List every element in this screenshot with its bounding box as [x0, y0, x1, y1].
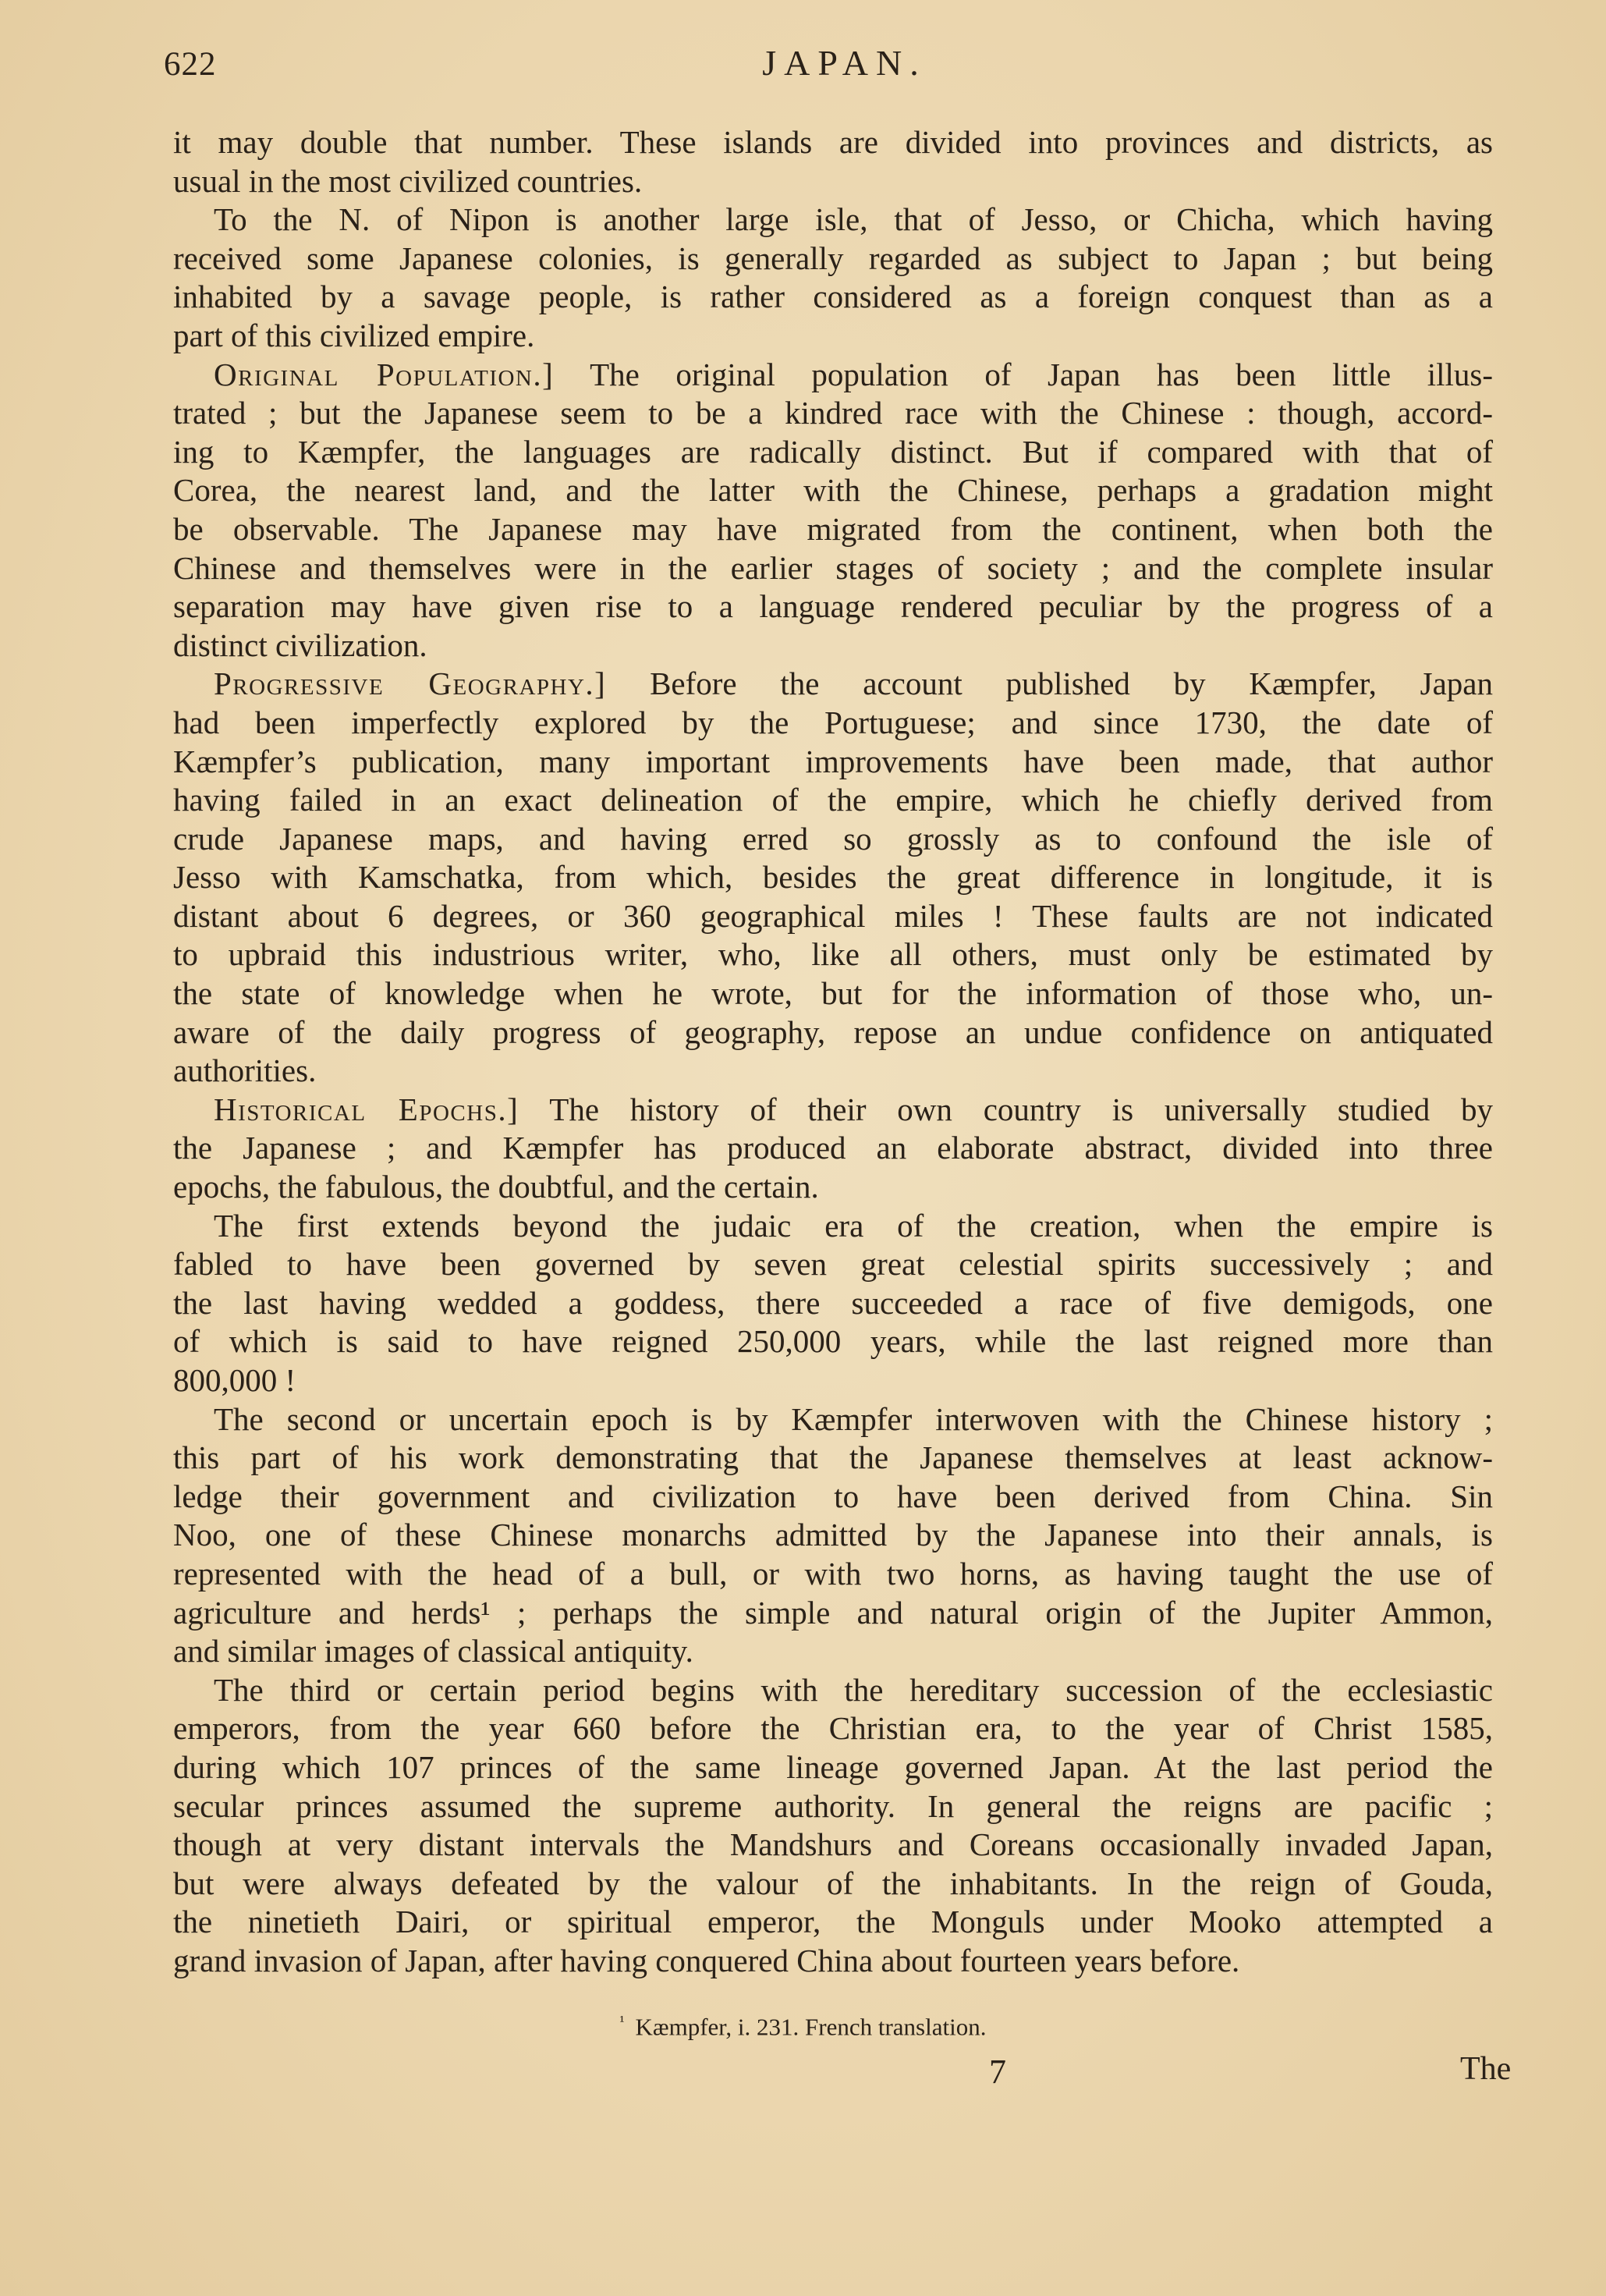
text-line: Jesso with Kamschatka, from which, besides the great difference in longitude, it is: [173, 859, 1493, 896]
text-line: distinct civilization.: [173, 626, 427, 663]
text-line: The third or certain period begins with the hereditary succession of the ecclesiastic: [214, 1671, 1493, 1708]
text-line: but were always defeated by the valour of the inhabitants. In the reign of Gouda,: [173, 1865, 1493, 1901]
section-heading: Progressive Geography.]: [214, 665, 607, 702]
text-line: The first extends beyond the judaic era of the creation, when the empire is: [214, 1207, 1493, 1244]
footnote-marker: ¹: [619, 2013, 625, 2030]
text-line: received some Japanese colonies, is generally regarded as subject to Japan ; but being: [173, 240, 1493, 276]
text-line: authorities.: [173, 1052, 317, 1089]
text-line: to upbraid this industrious writer, who, like all others, must only be estimated by: [173, 936, 1493, 973]
text-line: trated ; but the Japanese seem to be a kindred race with the Chinese : though, accord-: [173, 395, 1493, 431]
text-line: To the N. of Nipon is another large isle, that of Jesso, or Chicha, which having: [214, 201, 1493, 238]
text-line: Chinese and themselves were in the earlier stages of society ; and the complete insular: [173, 549, 1493, 586]
catchword: The: [1460, 2051, 1512, 2087]
text-line: The second or uncertain epoch is by Kæmpfer interwoven with the Chinese history ;: [214, 1400, 1493, 1437]
text-line: ing to Kæmpfer, the languages are radically distinct. But if compared with that of: [173, 433, 1493, 470]
footnote: [0, 2013, 1606, 2041]
page-header: [164, 37, 1525, 92]
text-line: usual in the most civilized countries.: [173, 162, 643, 199]
text-line: Corea, the nearest land, and the latter with the Chinese, perhaps a gradation might: [173, 472, 1493, 509]
text-line: though at very distant intervals the Mandshurs and Coreans occasionally invaded Japan,: [173, 1826, 1493, 1863]
text-line: of which is said to have reigned 250,000 years, while the last reigned more than: [173, 1323, 1493, 1360]
signature-mark: 7: [989, 2053, 1006, 2091]
text-line: ledge their government and civilization to have been derived from China. Sin: [173, 1478, 1493, 1514]
text-line: this part of his work demonstrating that the Japanese themselves at least acknow-: [173, 1439, 1493, 1476]
text-line: separation may have given rise to a language rendered peculiar by the progress of a: [173, 588, 1493, 625]
text-line: it may double that number. These islands are divided into provinces and districts, as: [173, 124, 1493, 160]
text-line: agriculture and herds¹ ; perhaps the simple and natural origin of the Jupiter Ammon,: [173, 1594, 1493, 1631]
text-line: fabled to have been governed by seven great celestial spirits successively ; and: [173, 1246, 1493, 1283]
text-line: distant about 6 degrees, or 360 geographical miles ! These faults are not indicated: [173, 897, 1493, 934]
text-line: be observable. The Japanese may have migrated from the continent, when both the: [173, 510, 1493, 547]
text-line: during which 107 princes of the same lineage governed Japan. At the last period the: [173, 1748, 1493, 1785]
text-line: the last having wedded a goddess, there succeeded a race of five demigods, one: [173, 1284, 1493, 1321]
text-line: represented with the head of a bull, or with two horns, as having taught the use of: [173, 1555, 1493, 1592]
text-line: part of this civilized empire.: [173, 317, 535, 353]
text-line: had been imperfectly explored by the Portuguese; and since 1730, the date of: [173, 704, 1493, 740]
text-line: grand invasion of Japan, after having conquered China about fourteen years before.: [173, 1942, 1240, 1978]
page-number: 622: [164, 46, 217, 83]
text-line: inhabited by a savage people, is rather considered as a foreign conquest than as a: [173, 279, 1493, 315]
text-line: Noo, one of these Chinese monarchs admitted by the Japanese into their annals, is: [173, 1517, 1493, 1553]
text-line: having failed in an exact delineation of the empire, which he chiefly derived from: [173, 782, 1493, 818]
footnote-text: Kæmpfer, i. 231. French translation.: [635, 2013, 987, 2041]
text-line: the Japanese ; and Kæmpfer has produced an elaborate abstract, divided into three: [173, 1130, 1493, 1166]
section-heading-line: Original Population.] The original population of Japan has been little illus-: [214, 356, 1494, 392]
text-line: 800,000 !: [173, 1362, 296, 1398]
section-heading-line: Progressive Geography.] Before the account published by Kæmpfer, Japan: [214, 665, 1493, 702]
text-line: epochs, the fabulous, the doubtful, and the certain.: [173, 1169, 819, 1205]
text-line: emperors, from the year 660 before the Christian era, to the year of Christ 1585,: [173, 1710, 1493, 1747]
text-line: secular princes assumed the supreme authority. In general the reigns are pacific ;: [173, 1787, 1493, 1824]
section-heading-line: Historical Epochs.] The history of their own country is universally studied by: [214, 1091, 1493, 1127]
running-title: JAPAN.: [762, 43, 927, 83]
text-line: Kæmpfer’s publication, many important improvements have been made, that author: [173, 743, 1493, 779]
text-line: aware of the daily progress of geography, repose an undue confidence on antiquated: [173, 1013, 1493, 1050]
text-line: and similar images of classical antiquity.: [173, 1633, 693, 1670]
text-line: the ninetieth Dairi, or spiritual emperor, the Monguls under Mooko attempted a: [173, 1904, 1493, 1940]
section-heading: Historical Epochs.]: [214, 1091, 519, 1127]
text-line: the state of knowledge when he wrote, but for the information of those who, un-: [173, 975, 1493, 1012]
body-text: [173, 123, 1493, 1981]
text-line: crude Japanese maps, and having erred so grossly as to confound the isle of: [173, 820, 1493, 857]
section-heading: Original Population.]: [214, 356, 555, 392]
